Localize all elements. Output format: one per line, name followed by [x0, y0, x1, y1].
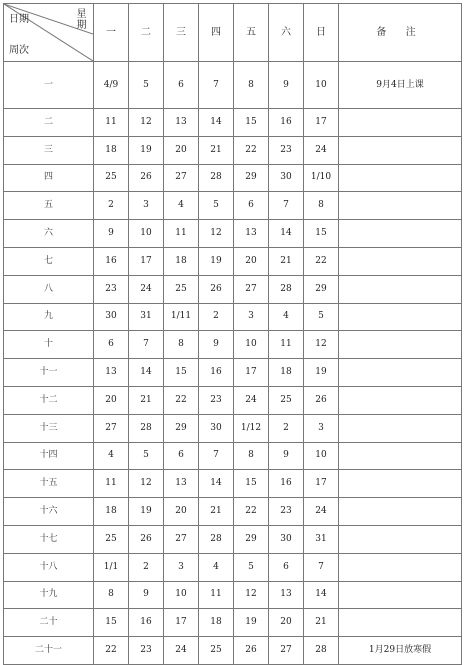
week-row — [4, 414, 462, 442]
date-cell: 17 — [304, 470, 339, 498]
date-cell: 22 — [94, 637, 129, 665]
date-cell: 5 — [129, 442, 164, 470]
notes-header: 备 注 — [339, 4, 462, 62]
note-cell — [339, 470, 462, 498]
date-cell: 22 — [164, 386, 199, 414]
week-number-cell: 十 — [4, 331, 94, 359]
week-row — [4, 637, 462, 665]
corner-week-number-label: 周次 — [9, 45, 29, 56]
date-cell: 16 — [129, 609, 164, 637]
date-cell: 23 — [199, 386, 234, 414]
date-cell: 15 — [94, 609, 129, 637]
week-number-cell: 二十 — [4, 609, 94, 637]
date-cell: 4 — [94, 442, 129, 470]
date-cell: 20 — [269, 609, 304, 637]
week-number-cell: 五 — [4, 192, 94, 220]
week-row — [4, 220, 462, 248]
week-row — [4, 359, 462, 387]
date-cell: 2 — [269, 414, 304, 442]
date-cell: 25 — [199, 637, 234, 665]
date-cell: 12 — [199, 220, 234, 248]
date-cell: 7 — [304, 553, 339, 581]
date-cell: 26 — [304, 386, 339, 414]
date-cell: 16 — [94, 247, 129, 275]
date-cell: 23 — [269, 498, 304, 526]
week-number-cell: 一 — [4, 62, 94, 109]
date-cell: 9 — [269, 62, 304, 109]
corner-weekday-label: 星期 — [76, 9, 87, 31]
date-cell: 23 — [129, 637, 164, 665]
week-number-cell: 四 — [4, 164, 94, 192]
date-cell: 29 — [234, 164, 269, 192]
week-number-cell: 十七 — [4, 525, 94, 553]
week-row — [4, 331, 462, 359]
week-number-cell: 十一 — [4, 359, 94, 387]
date-cell: 25 — [94, 164, 129, 192]
school-calendar-table — [3, 3, 462, 665]
date-cell: 20 — [94, 386, 129, 414]
date-cell: 21 — [304, 609, 339, 637]
date-cell: 13 — [164, 470, 199, 498]
date-cell: 25 — [94, 525, 129, 553]
date-cell: 28 — [199, 525, 234, 553]
date-cell: 24 — [304, 498, 339, 526]
date-cell: 24 — [129, 275, 164, 303]
note-cell — [339, 498, 462, 526]
date-cell: 15 — [234, 470, 269, 498]
note-cell — [339, 581, 462, 609]
date-cell: 8 — [94, 581, 129, 609]
note-cell — [339, 525, 462, 553]
date-cell: 27 — [234, 275, 269, 303]
note-cell — [339, 109, 462, 137]
date-cell: 12 — [234, 581, 269, 609]
date-cell: 10 — [234, 331, 269, 359]
note-cell: 9月4日上课 — [339, 62, 462, 109]
date-cell: 17 — [304, 109, 339, 137]
date-cell: 8 — [234, 62, 269, 109]
date-cell: 12 — [129, 470, 164, 498]
date-cell: 24 — [164, 637, 199, 665]
week-row — [4, 109, 462, 137]
date-cell: 7 — [199, 442, 234, 470]
date-cell: 2 — [199, 303, 234, 331]
date-cell: 8 — [304, 192, 339, 220]
date-cell: 22 — [234, 498, 269, 526]
date-cell: 16 — [269, 109, 304, 137]
date-cell: 11 — [199, 581, 234, 609]
date-cell: 24 — [234, 386, 269, 414]
date-cell: 30 — [269, 164, 304, 192]
date-cell: 27 — [164, 164, 199, 192]
date-cell: 27 — [269, 637, 304, 665]
date-cell: 15 — [164, 359, 199, 387]
date-cell: 3 — [304, 414, 339, 442]
date-cell: 18 — [199, 609, 234, 637]
note-cell — [339, 386, 462, 414]
corner-date-label: 日期 — [9, 14, 29, 25]
date-cell: 28 — [269, 275, 304, 303]
week-row — [4, 164, 462, 192]
date-cell: 19 — [234, 609, 269, 637]
note-cell — [339, 303, 462, 331]
date-cell: 27 — [94, 414, 129, 442]
week-row — [4, 247, 462, 275]
week-number-cell: 十九 — [4, 581, 94, 609]
date-cell: 7 — [199, 62, 234, 109]
date-cell: 12 — [304, 331, 339, 359]
date-cell: 24 — [304, 136, 339, 164]
date-cell: 6 — [94, 331, 129, 359]
note-cell: 1月29日放寒假 — [339, 637, 462, 665]
date-cell: 16 — [199, 359, 234, 387]
date-cell: 22 — [304, 247, 339, 275]
date-cell: 25 — [269, 386, 304, 414]
date-cell: 6 — [269, 553, 304, 581]
date-cell: 17 — [234, 359, 269, 387]
note-cell — [339, 553, 462, 581]
date-cell: 18 — [164, 247, 199, 275]
week-row — [4, 581, 462, 609]
date-cell: 14 — [129, 359, 164, 387]
day-header-mon: 一 — [94, 4, 129, 62]
date-cell: 10 — [304, 62, 339, 109]
date-cell: 12 — [129, 109, 164, 137]
date-cell: 29 — [164, 414, 199, 442]
week-number-cell: 十三 — [4, 414, 94, 442]
date-cell: 17 — [164, 609, 199, 637]
note-cell — [339, 609, 462, 637]
week-row — [4, 553, 462, 581]
week-number-cell: 九 — [4, 303, 94, 331]
note-cell — [339, 275, 462, 303]
date-cell: 19 — [199, 247, 234, 275]
date-cell: 19 — [304, 359, 339, 387]
note-cell — [339, 136, 462, 164]
date-cell: 15 — [304, 220, 339, 248]
date-cell: 15 — [234, 109, 269, 137]
date-cell: 11 — [164, 220, 199, 248]
date-cell: 21 — [199, 498, 234, 526]
date-cell: 5 — [234, 553, 269, 581]
date-cell: 10 — [129, 220, 164, 248]
corner-header-cell — [4, 4, 94, 62]
date-cell: 28 — [129, 414, 164, 442]
note-cell — [339, 414, 462, 442]
week-number-cell: 十六 — [4, 498, 94, 526]
date-cell: 13 — [234, 220, 269, 248]
date-cell: 25 — [164, 275, 199, 303]
note-cell — [339, 164, 462, 192]
week-number-cell: 十二 — [4, 386, 94, 414]
date-cell: 28 — [304, 637, 339, 665]
date-cell: 5 — [304, 303, 339, 331]
date-cell: 26 — [199, 275, 234, 303]
week-row — [4, 192, 462, 220]
date-cell: 2 — [94, 192, 129, 220]
date-cell: 18 — [94, 136, 129, 164]
date-cell: 23 — [94, 275, 129, 303]
date-cell: 9 — [129, 581, 164, 609]
date-cell: 6 — [164, 62, 199, 109]
day-header-tue: 二 — [129, 4, 164, 62]
week-row — [4, 62, 462, 109]
date-cell: 14 — [199, 109, 234, 137]
date-cell: 1/10 — [304, 164, 339, 192]
day-header-wed: 三 — [164, 4, 199, 62]
date-cell: 9 — [94, 220, 129, 248]
date-cell: 13 — [269, 581, 304, 609]
week-row — [4, 525, 462, 553]
day-header-sun: 日 — [304, 4, 339, 62]
week-row — [4, 303, 462, 331]
week-number-cell: 十八 — [4, 553, 94, 581]
date-cell: 7 — [269, 192, 304, 220]
date-cell: 27 — [164, 525, 199, 553]
date-cell: 14 — [304, 581, 339, 609]
date-cell: 4/9 — [94, 62, 129, 109]
date-cell: 30 — [269, 525, 304, 553]
date-cell: 29 — [234, 525, 269, 553]
date-cell: 8 — [164, 331, 199, 359]
note-cell — [339, 220, 462, 248]
date-cell: 29 — [304, 275, 339, 303]
date-cell: 4 — [269, 303, 304, 331]
date-cell: 4 — [164, 192, 199, 220]
date-cell: 16 — [269, 470, 304, 498]
note-cell — [339, 331, 462, 359]
date-cell: 26 — [234, 637, 269, 665]
week-number-cell: 十四 — [4, 442, 94, 470]
date-cell: 13 — [94, 359, 129, 387]
note-cell — [339, 359, 462, 387]
date-cell: 20 — [234, 247, 269, 275]
date-cell: 17 — [129, 247, 164, 275]
note-cell — [339, 442, 462, 470]
date-cell: 28 — [199, 164, 234, 192]
week-row — [4, 442, 462, 470]
week-number-cell: 三 — [4, 136, 94, 164]
day-header-fri: 五 — [234, 4, 269, 62]
date-cell: 6 — [164, 442, 199, 470]
header-row — [4, 4, 462, 62]
date-cell: 9 — [199, 331, 234, 359]
date-cell: 2 — [129, 553, 164, 581]
date-cell: 11 — [94, 109, 129, 137]
date-cell: 14 — [269, 220, 304, 248]
week-row — [4, 275, 462, 303]
date-cell: 22 — [234, 136, 269, 164]
date-cell: 6 — [234, 192, 269, 220]
date-cell: 19 — [129, 136, 164, 164]
week-row — [4, 498, 462, 526]
day-header-sat: 六 — [269, 4, 304, 62]
date-cell: 5 — [129, 62, 164, 109]
date-cell: 20 — [164, 136, 199, 164]
week-number-cell: 八 — [4, 275, 94, 303]
date-cell: 26 — [129, 164, 164, 192]
date-cell: 5 — [199, 192, 234, 220]
week-number-cell: 七 — [4, 247, 94, 275]
date-cell: 10 — [164, 581, 199, 609]
week-number-cell: 十五 — [4, 470, 94, 498]
date-cell: 1/1 — [94, 553, 129, 581]
week-row — [4, 609, 462, 637]
date-cell: 7 — [129, 331, 164, 359]
note-cell — [339, 192, 462, 220]
date-cell: 31 — [129, 303, 164, 331]
date-cell: 18 — [269, 359, 304, 387]
week-row — [4, 136, 462, 164]
week-row — [4, 470, 462, 498]
date-cell: 8 — [234, 442, 269, 470]
date-cell: 31 — [304, 525, 339, 553]
date-cell: 21 — [199, 136, 234, 164]
date-cell: 1/11 — [164, 303, 199, 331]
date-cell: 23 — [269, 136, 304, 164]
note-cell — [339, 247, 462, 275]
date-cell: 9 — [269, 442, 304, 470]
date-cell: 14 — [199, 470, 234, 498]
date-cell: 21 — [129, 386, 164, 414]
date-cell: 13 — [164, 109, 199, 137]
date-cell: 11 — [269, 331, 304, 359]
day-header-thu: 四 — [199, 4, 234, 62]
date-cell: 3 — [164, 553, 199, 581]
date-cell: 4 — [199, 553, 234, 581]
date-cell: 30 — [94, 303, 129, 331]
date-cell: 3 — [129, 192, 164, 220]
date-cell: 3 — [234, 303, 269, 331]
date-cell: 18 — [94, 498, 129, 526]
date-cell: 26 — [129, 525, 164, 553]
week-row — [4, 386, 462, 414]
week-number-cell: 六 — [4, 220, 94, 248]
date-cell: 21 — [269, 247, 304, 275]
date-cell: 11 — [94, 470, 129, 498]
date-cell: 20 — [164, 498, 199, 526]
date-cell: 1/12 — [234, 414, 269, 442]
date-cell: 10 — [304, 442, 339, 470]
date-cell: 30 — [199, 414, 234, 442]
date-cell: 19 — [129, 498, 164, 526]
week-number-cell: 二 — [4, 109, 94, 137]
week-number-cell: 二十一 — [4, 637, 94, 665]
